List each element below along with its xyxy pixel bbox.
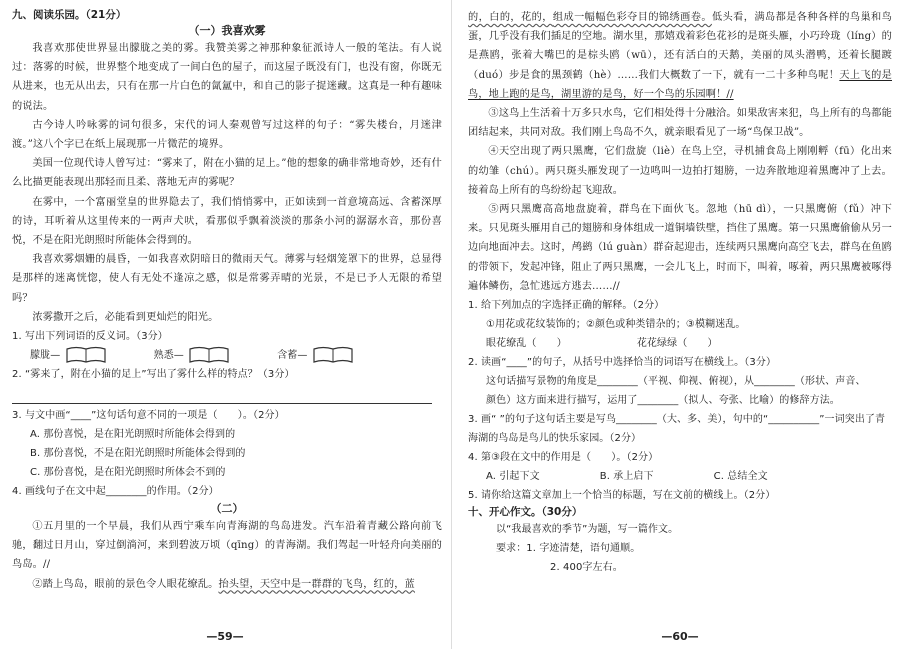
- composition-requirement-2: 2. 400字左右。: [550, 562, 623, 574]
- page-number-left: —59—: [206, 630, 244, 643]
- question-r2-line2: 颜色）这方面来进行描写，运用了________（拟人、夸张、比喻）的修辞方法。: [486, 395, 840, 407]
- section-10-title: 十、开心作文。（30分）: [468, 506, 583, 519]
- definition-options: ①用花或花纹装饰的；②颜色或种类错杂的；③模糊迷乱。: [486, 319, 746, 331]
- paragraph-r4: ⑤两只黑鹰高高地盘旋着，群鸟在下面伙飞。忽地（hū dì），一只黑鹰俯（fǔ）冲下来。只见斑头雁用自己的翅膀和身体组成一道铜墙铁壁，挡住了黑鹰。第一只黑鹰偷偷从另一边向地面冲去。这时，鸬鹚（lú guàn）群奋起迎击，连续两只黑鹰向高空飞去，群鸟在鱼鸥的带领下，发起冲锋，阻止了两只黑鹰，一会儿飞上，时而下，叫着，啄着，两只黑鹰被啄得遍体鳞伤，急忙逃远方逃去……//: [468, 204, 892, 292]
- paragraph-r2: ③这鸟上生活着十万多只水鸟，它们相处得十分融洽。如果敌害来犯，鸟上所有的鸟都能团结起来，共同对敌。我们刚上鸟岛不久，就亲眼看见了一场“鸟保卫战”。: [468, 108, 892, 139]
- antonym-1: 朦胧—: [30, 346, 106, 365]
- paragraph-5: 我喜欢雾烟姗的晨昏，一如我喜欢阴暗日的微雨天气。薄雾与轻烟笼罩下的世界，总显得是那样的迷离恍惚，使人有无处不逢凉之感，似是常雾弄晴的光景，不是已予人无限的希望吗？: [12, 254, 442, 304]
- question-r2-line1: 这句话描写景物的角度是________（平视、仰视、俯视），从________（形状、声音、: [486, 376, 866, 388]
- option-r4-a[interactable]: A. 引起下文: [486, 471, 540, 483]
- option-c[interactable]: C. 那份喜悦，是在阳光朗照时所体会不到的: [30, 467, 226, 479]
- right-page: [458, 0, 902, 649]
- paragraph-3: 美国一位现代诗人曾写过：“雾来了，附在小猫的足上。”他的想象的确非常地奇妙，还有什么比描更能表现出那轻而且柔、落地无声的雾呢？: [12, 158, 442, 189]
- answer-book-icon[interactable]: [189, 346, 229, 364]
- question-3: 3. 与文中画“____”这句话句意不同的一项是（ ）。（2分）: [12, 410, 285, 422]
- paragraph-8: ②踏上鸟岛，眼前的景色令人眼花缭乱。抬头望，天空中是一群群的飞鸟，红的，蓝: [32, 578, 415, 590]
- word-choice-1[interactable]: 眼花缭乱（ ）: [486, 338, 567, 350]
- paragraph-1: 我喜欢那使世界显出朦胧之美的雾。我赞美雾之神那种象征派诗人一般的笔法。有人说过：落雾的时候，世界整个地变成了一间白色的屋子，而这屋子既没有门，也没有窗，你既无从进来，也无从出去，只有在那一片白色的氤氲中，和自己的影子捉迷藏。这真是一种有趣味的说法。: [12, 43, 442, 112]
- option-r4-b[interactable]: B. 承上启下: [599, 471, 654, 483]
- paragraph-r3: ④天空出现了两只黑鹰，它们盘旋（liè）在鸟上空，寻机捕食岛上刚刚孵（fū）化出来的幼雏（chú）。两只斑头雁发现了一边鸣叫一边拍打翅膀，一边奔散地迎着黑鹰冲了上去。接着岛上所有的鸟纷纷起飞迎敌。: [468, 146, 892, 196]
- option-r4-c[interactable]: C. 总结全文: [713, 471, 768, 483]
- answer-line[interactable]: [12, 386, 432, 404]
- question-4: 4. 画线句子在文中起________的作用。（2分）: [12, 486, 219, 498]
- passage2-title: （二）: [210, 502, 244, 516]
- section-9-title: 九、阅读乐园。（21分）: [12, 9, 127, 21]
- question-r5: 5. 请你给这篇文章加上一个恰当的标题，写在文前的横线上。（2分）: [468, 490, 776, 502]
- question-r3: 3. 画“ ”的句子这句话主要是写鸟________（大、多、美），句中的“__________”一词突出了青海湖的鸟岛是鸟儿的快乐家园。（2分）: [468, 414, 886, 445]
- paragraph-r1: 的，白的，花的，组成一幅幅色彩夺目的锦绣画卷。低头看，满岛都是各种各样的鸟巢和鸟蛋，几乎没有我们插足的空地。湖水里，那嬉戏着彩色花衫的是斑头雁，小巧玲珑（líng）的是燕鸥，张着大嘴巴的是棕头鸥（wū），还有活白的天鹅，美丽的凤头潜鸭，还着长腿踱（duó）步是食的黑颈鹤（hè）……我们大概数了一下，就有一二十多种鸟呢！天上飞的是鸟，地上跑的是鸟，湖里游的是鸟，好一个鸟的乐园啊！//: [468, 12, 892, 100]
- answer-book-icon[interactable]: [313, 346, 353, 364]
- composition-requirement-1: 要求：1. 字迹清楚，语句通顺。: [496, 543, 641, 555]
- word-choices: [468, 334, 892, 353]
- antonym-2: 熟悉—: [154, 346, 230, 365]
- question-r4: 4. 第③段在文中的作用是（ ）。（2分）: [468, 452, 659, 464]
- paragraph-4: 在雾中，一个富丽堂皇的世界隐去了，我们悄悄雾中，正如读到一首意境高远、含蓄深厚的诗，耳听着从这里传来的一两声犬吠，看那似乎飘着淡淡的那条小河的潺潺水音，那份喜悦，不是在阳光朗照时所能体会得到的。: [12, 196, 442, 247]
- answer-book-icon[interactable]: [66, 346, 106, 364]
- option-b[interactable]: B. 那份喜悦，不是在阳光朗照时所能体会得到的: [30, 448, 246, 460]
- composition-prompt: 以“我最喜欢的季节”为题，写一篇作文。: [496, 524, 679, 536]
- left-page: [0, 0, 450, 649]
- page-divider: [451, 0, 452, 649]
- passage1-title: （一）我喜欢雾: [188, 24, 266, 37]
- question-r2: 2. 读画“____”的句子，从括号中选择恰当的词语写在横线上。（3分）: [468, 357, 777, 369]
- paragraph-7: ①五月里的一个早晨，我们从西宁乘车向青海湖的鸟岛进发。汽车沿着青藏公路向前飞驰，翻过日月山，穿过倒淌河，来到碧波万顷（qīng）的青海湖。我们驾起一叶轻舟向美丽的鸟岛。//: [12, 521, 442, 571]
- paragraph-2: 古今诗人吟咏雾的词句很多，宋代的词人秦观曾写过这样的句子：“雾失楼台，月迷津渡。”这八个字已在纸上展现那一片微茫的境界。: [12, 119, 442, 151]
- page-number-right: —60—: [661, 630, 699, 643]
- antonym-3: 含蓄—: [277, 346, 353, 365]
- paragraph-6: 浓雾撒开之后，必能看到更灿烂的阳光。: [32, 311, 219, 323]
- word-choice-2[interactable]: 花花绿绿（ ）: [636, 338, 718, 350]
- option-a[interactable]: A. 那份喜悦，是在阳光朗照时所能体会得到的: [30, 429, 236, 441]
- question-r1: 1. 给下列加点的字选择正确的解释。（2分）: [468, 300, 665, 312]
- question-r4-options: [468, 467, 892, 486]
- question-2: 2. “雾来了，附在小猫的足上”写出了雾什么样的特点？（3分）: [12, 369, 295, 381]
- antonym-row: [12, 346, 442, 365]
- question-1: 1. 写出下列词语的反义词。（3分）: [12, 331, 168, 343]
